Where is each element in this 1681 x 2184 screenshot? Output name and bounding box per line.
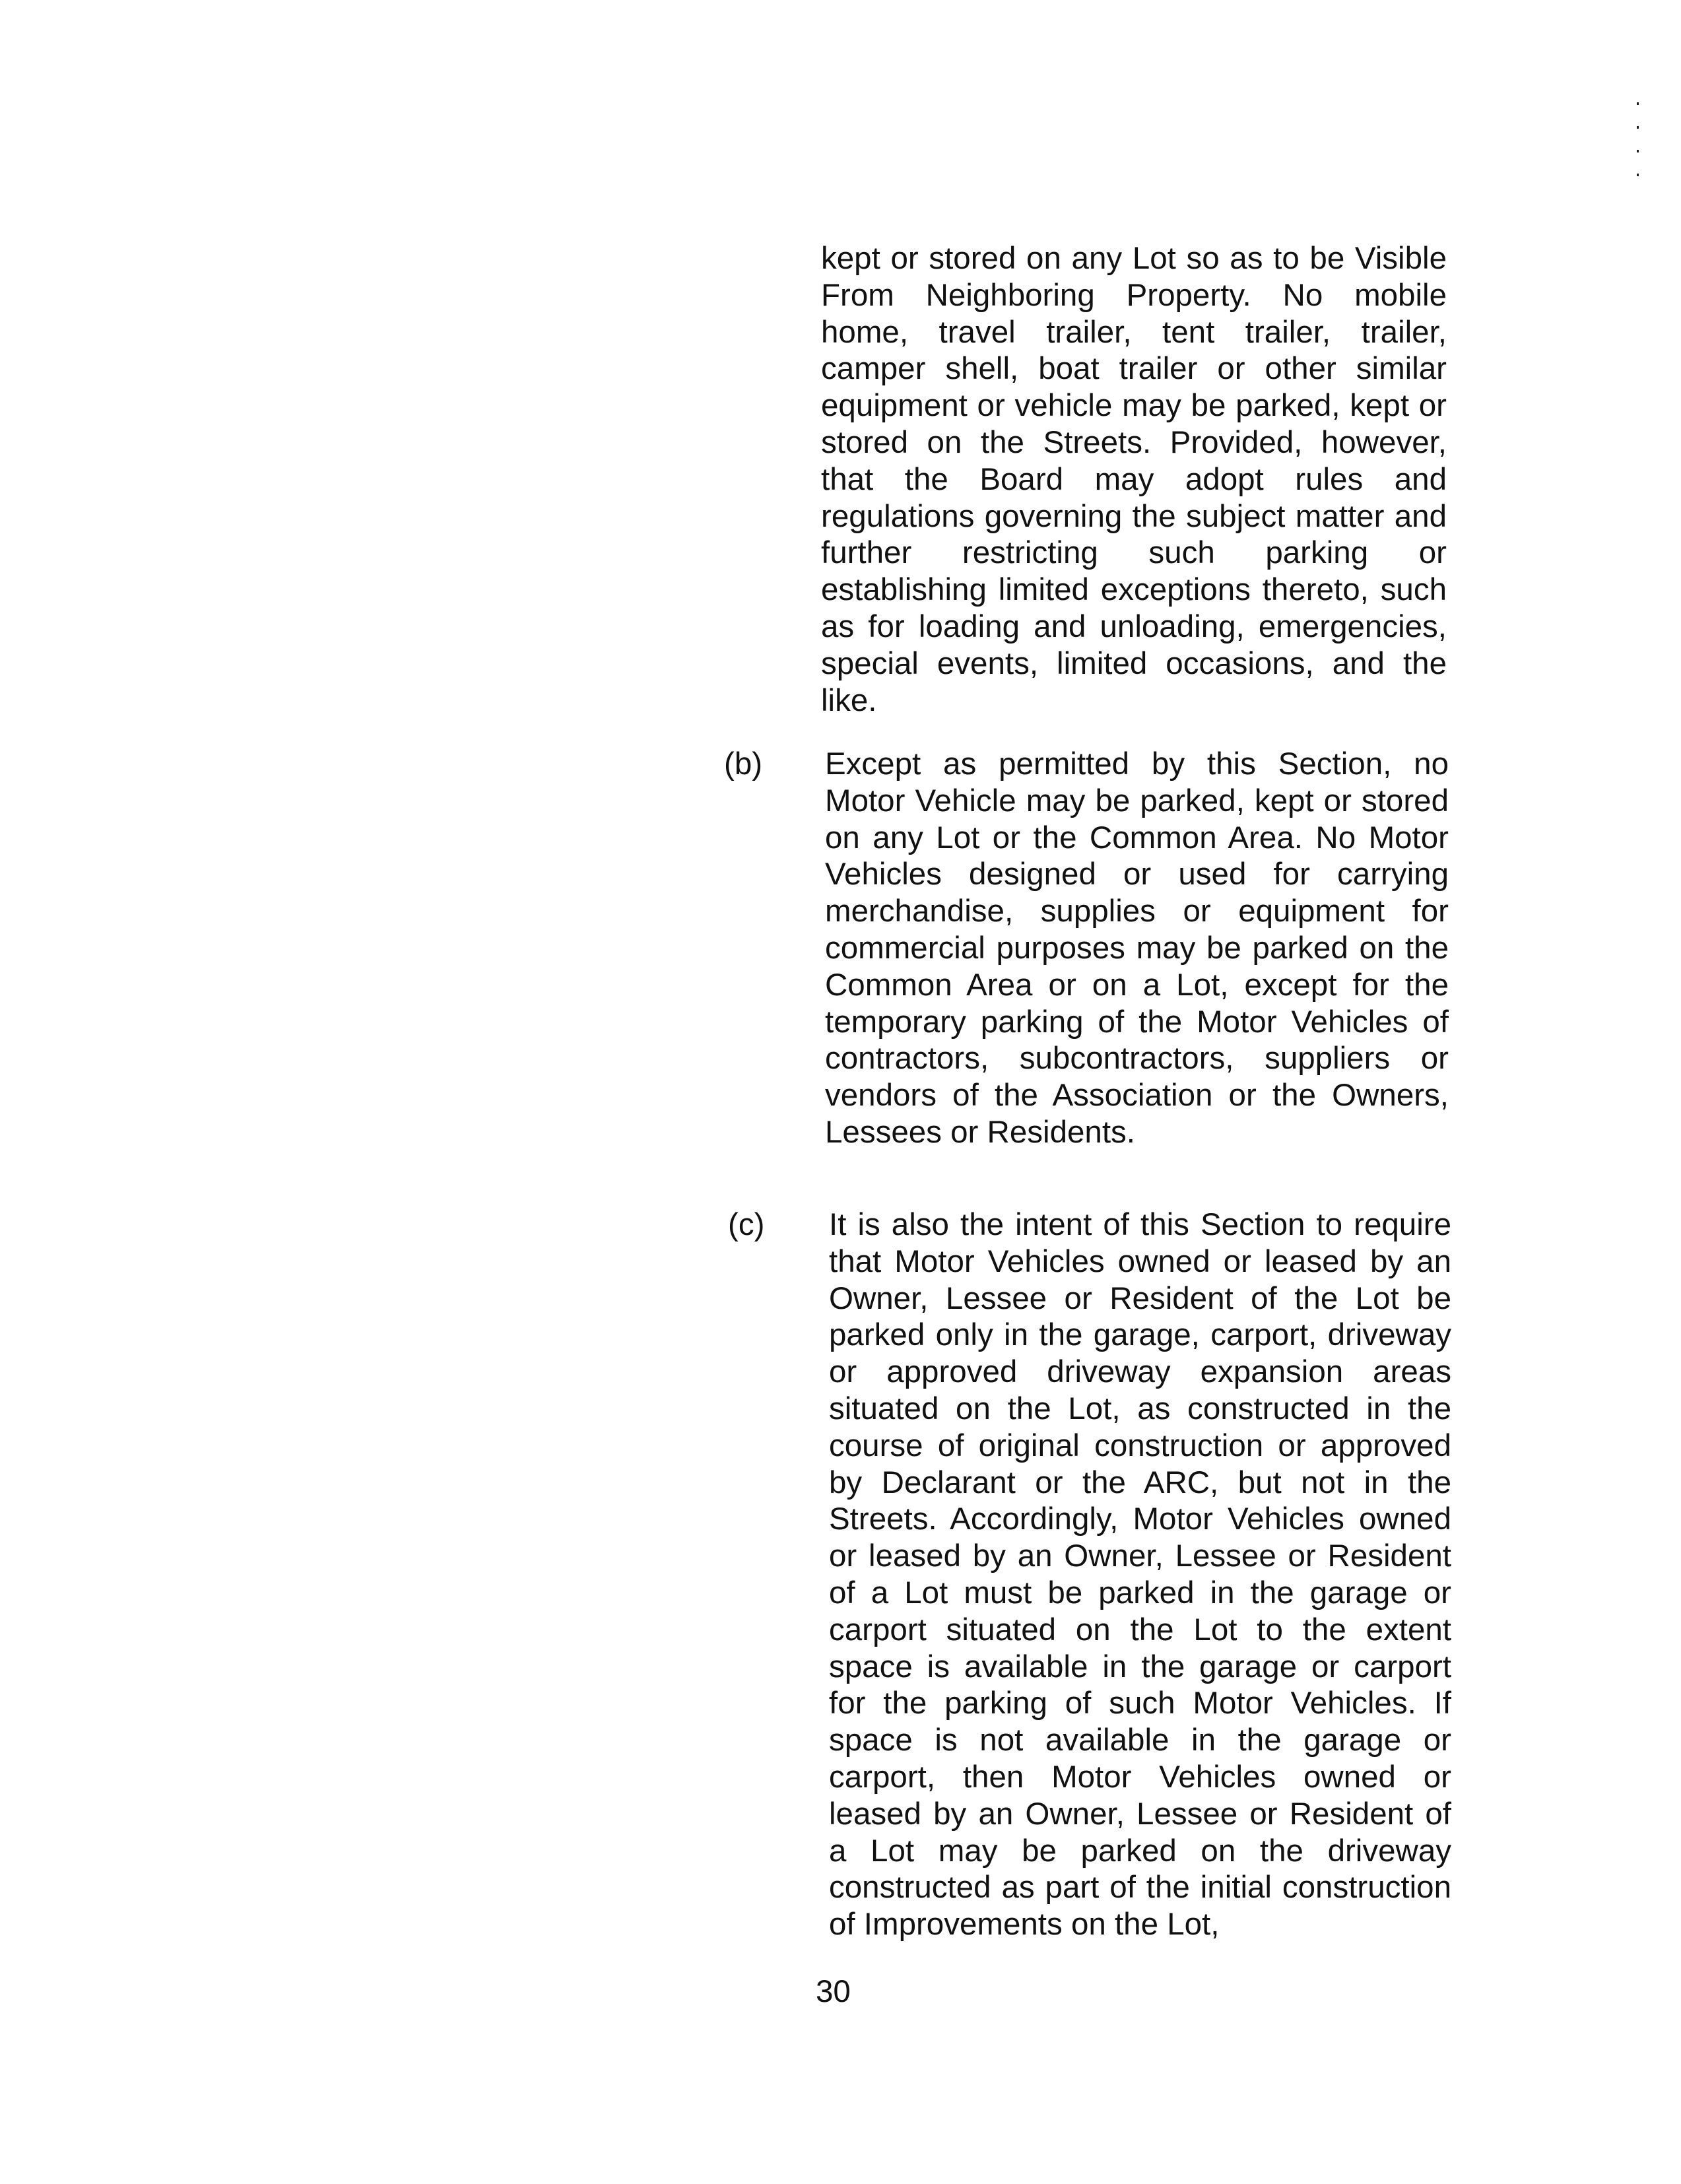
paragraph-a-text: kept or stored on any Lot so as to be Visible From Neighboring Property. No mobile home, travel trailer, tent trailer, trailer, camper shell, boat trailer or other similar equipment or vehicle may be parked, kept or stored on the Streets. Provided, however, that the Board may adopt rules and regulations governing the subject matter and further restricting such parking or establishing limited exceptions thereto, such as for loading and unloading, emergencies, special events, limited occasions, and the like. — [821, 241, 1447, 718]
paragraph-b-label: (b) — [724, 746, 763, 781]
paragraph-a-continued — [821, 240, 1447, 719]
paragraph-c — [829, 1207, 1451, 1943]
paragraph-c-label: (c) — [728, 1207, 765, 1242]
scan-artifact-marks — [1635, 102, 1641, 182]
paragraph-b — [825, 746, 1449, 1151]
paragraph-b-text: Except as permitted by this Section, no Motor Vehicle may be parked, kept or stored on any Lot or the Common Area. No Motor Vehicles designed or used for carrying merchandise, supplies or equipment for commercial purposes may be parked on the Common Area or on a Lot, except for the temporary parking of the Motor Vehicles of contractors, subcontractors, suppliers or vendors of the Association or the Owners, Lessees or Residents. — [825, 746, 1449, 1150]
page-number: 30 — [816, 1974, 851, 2009]
paragraph-c-text: It is also the intent of this Section to require that Motor Vehicles owned or leased by an Owner, Lessee or Resident of the Lot be parked only in the garage, carport, driveway or approved driveway expansion areas situated on the Lot, as constructed in the course of original construction or approved by Declarant or the ARC, but not in the Streets. Accordingly, Motor Vehicles owned or leased by an Owner, Lessee or Resident of a Lot must be parked in the garage or carport situated on the Lot to the extent space is available in the garage or carport for the parking of such Motor Vehicles. If space is not available in the garage or carport, then Motor Vehicles owned or leased by an Owner, Lessee or Resident of a Lot may be parked on the driveway constructed as part of the initial construction of Improvements on the Lot, — [829, 1207, 1451, 1942]
